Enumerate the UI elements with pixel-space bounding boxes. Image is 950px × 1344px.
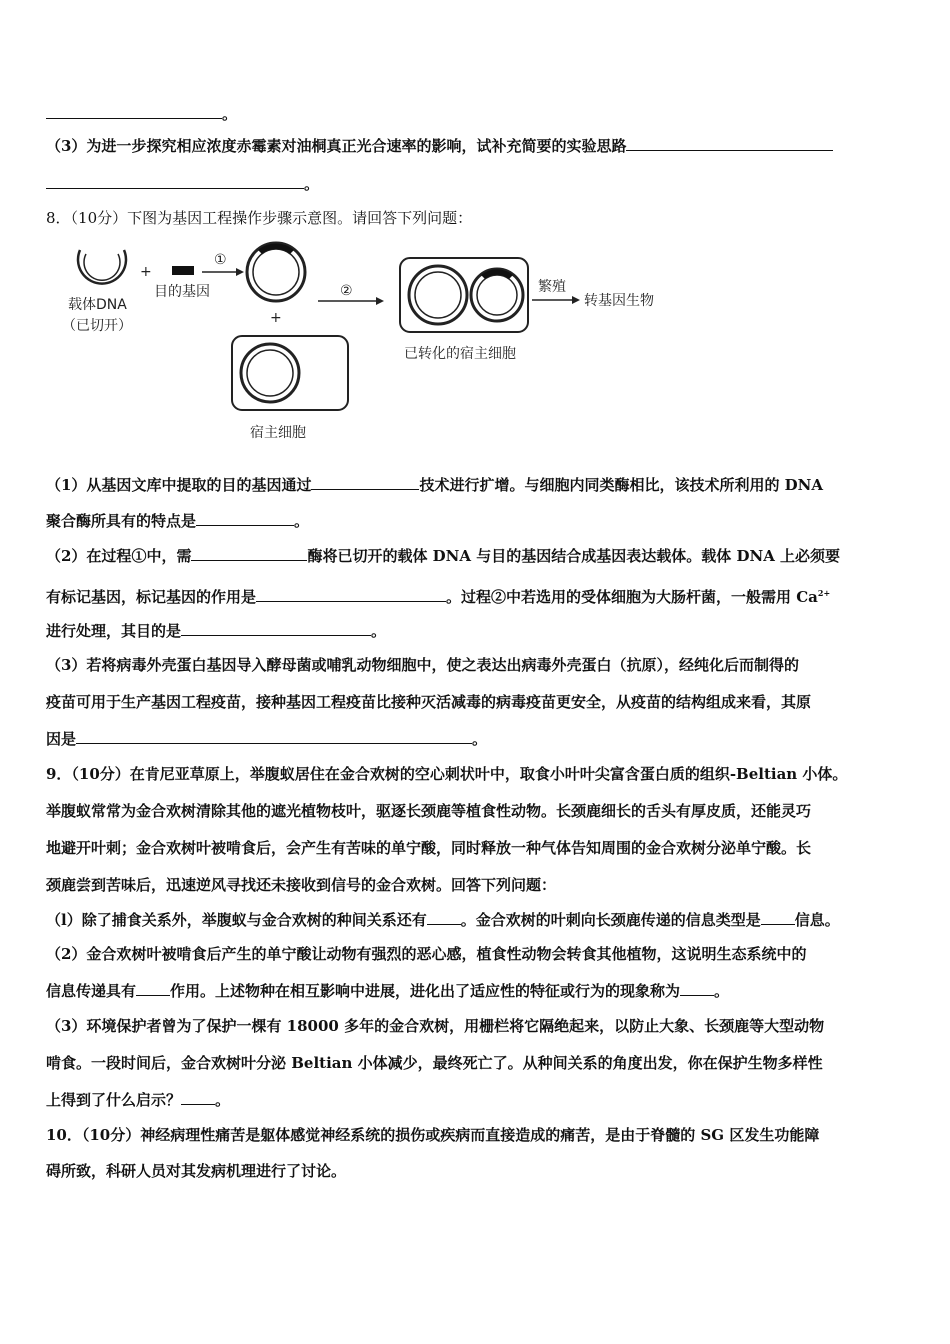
plus-sign: + <box>270 310 282 326</box>
q8-3-line-c: 因是 。 <box>46 730 488 748</box>
q10-line-a: 10．（10分）神经病理性痛苦是躯体感觉神经系统的损伤或疾病而直接造成的痛苦，是由于脊髓的 SG 区发生功能障 <box>46 1126 820 1144</box>
q8-3-line-b: 疫苗可用于生产基因工程疫苗，接种基因工程疫苗比接种灭活减毒的病毒疫苗更安全，从疫苗的结构组成来看，其原 <box>46 693 812 711</box>
vector-label: 载体DNA <box>68 297 127 313</box>
blank[interactable] <box>136 981 170 996</box>
q9-3-line-b: 啃食。一段时间后，金合欢树叶分泌 Beltian 小体减少，最终死亡了。从种间关系的角度出发，你在保护生物多样性 <box>46 1054 823 1072</box>
q9-3-line-a: （3）环境保护者曾为了保护一棵有 18000 多年的金合欢树，用栅栏将它隔绝起来，以防止大象、长颈鹿等大型动物 <box>46 1017 825 1035</box>
q8-2-line-a: （2）在过程①中，需 酶将已切开的载体 DNA 与目的基因结合成基因表达载体。载体 DNA 上必须要 <box>46 547 841 565</box>
answer-line-2: 。 <box>46 174 319 194</box>
arrow-icon <box>572 296 580 304</box>
q9-line-c: 地避开叶刺；金合欢树叶被啃食后，会产生有苦味的单宁酸，同时释放一种气体告知周围的金合欢树分泌单宁酸。长 <box>46 839 812 857</box>
q8-title: 8．（10分）下图为基因工程操作步骤示意图。请回答下列问题： <box>46 209 473 227</box>
answer-line-1: 。 <box>46 104 237 124</box>
host-cell-label: 宿主细胞 <box>250 425 306 441</box>
q9-line-b: 举腹蚁常常为金合欢树清除其他的遮光植物枝叶，驱逐长颈鹿等植食性动物。长颈鹿细长的舌头有厚皮质，还能灵巧 <box>46 802 812 820</box>
vector-sub-label: （已切开） <box>62 318 132 334</box>
blank[interactable] <box>181 1090 215 1105</box>
q9-line-d: 颈鹿尝到苦味后，迅速逆风寻找还未接收到信号的金合欢树。回答下列问题： <box>46 876 557 894</box>
q9-2-line-b: 信息传递具有 作用。上述物种在相互影响中进展，进化出了适应性的特征或行为的现象称为 。 <box>46 982 730 1000</box>
blank[interactable] <box>256 587 446 602</box>
reproduce-label: 繁殖 <box>538 279 566 295</box>
step-2-label: ② <box>340 283 353 299</box>
q8-2-line-b: 有标记基因，标记基因的作用是 。过程②中若选用的受体细胞为大肠杆菌，一般需用 $Ca^{2+}$ <box>46 588 831 606</box>
q7-3-line: （3）为进一步探究相应浓度赤霉素对油桐真正光合速率的影响，试补充简要的实验思路 <box>46 136 833 156</box>
q9-3-line-c: 上得到了什么启示？ 。 <box>46 1091 231 1109</box>
q8-1-line-b: 聚合酶所具有的特点是 。 <box>46 512 310 530</box>
target-gene-label: 目的基因 <box>154 284 210 300</box>
q8-3-line-a: （3）若将病毒外壳蛋白基因导入酵母菌或哺乳动物细胞中，使之表达出病毒外壳蛋白（抗原），经纯化后而制得的 <box>46 656 799 674</box>
step-1-label: ① <box>214 252 227 268</box>
q9-2-line-a: （2）金合欢树叶被啃食后产生的单宁酸让动物有强烈的恶心感，植食性动物会转食其他植物，这说明生态系统中的 <box>46 945 807 963</box>
plus-sign: + <box>140 264 152 280</box>
q9-1-line: （l）除了捕食关系外，举腹蚁与金合欢树的种间关系还有 。金合欢树的叶刺向长颈鹿传递的信息类型是 信息。 <box>46 911 840 929</box>
blank[interactable] <box>311 475 419 490</box>
arrow-icon <box>236 268 244 276</box>
blank[interactable] <box>761 910 795 925</box>
blank[interactable] <box>76 729 472 744</box>
arrow-icon <box>376 297 384 305</box>
host-cell <box>232 336 348 410</box>
transformed-cell <box>400 258 528 332</box>
blank[interactable] <box>191 546 307 561</box>
q8-1-line-a: （1）从基因文库中提取的目的基因通过 技术进行扩增。与细胞内同类酶相比，该技术所利用的 DNA <box>46 476 824 494</box>
target-gene-block <box>172 266 194 275</box>
recombinant-plasmid <box>247 243 305 301</box>
gene-engineering-diagram <box>0 0 950 470</box>
blank[interactable] <box>196 511 294 526</box>
blank[interactable] <box>427 910 461 925</box>
q9-line-a: 9．（10分）在肯尼亚草原上，举腹蚁居住在金合欢树的空心刺状叶中，取食小叶叶尖富含蛋白质的组织-Beltian 小体。 <box>46 765 848 783</box>
q8-2-line-c: 进行处理，其目的是 。 <box>46 622 387 640</box>
blank[interactable] <box>680 981 714 996</box>
result-label: 转基因生物 <box>584 293 654 309</box>
q10-line-b: 碍所致，科研人员对其发病机理进行了讨论。 <box>46 1162 347 1180</box>
blank[interactable] <box>181 621 371 636</box>
transformed-cell-label: 已转化的宿主细胞 <box>404 346 516 362</box>
